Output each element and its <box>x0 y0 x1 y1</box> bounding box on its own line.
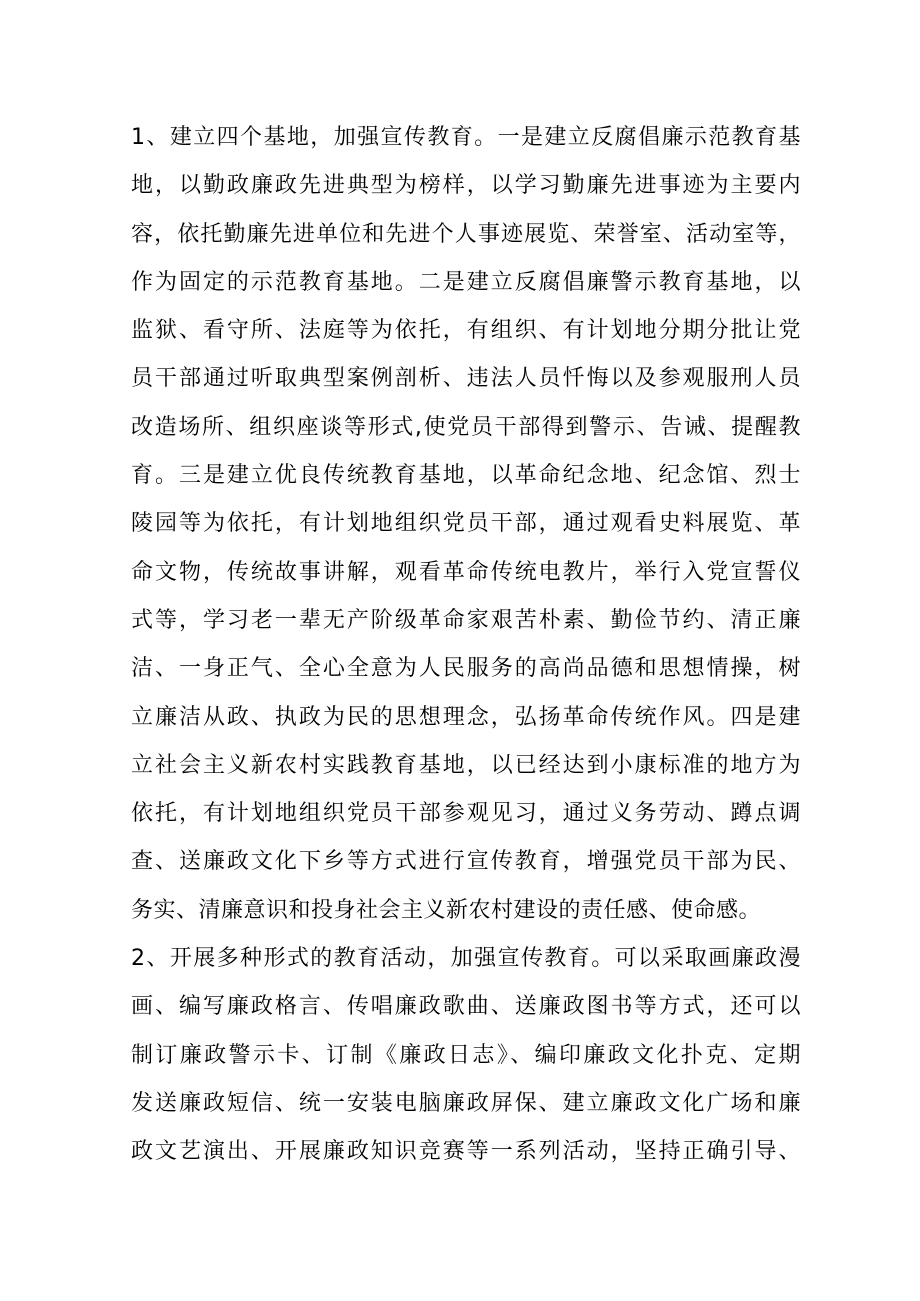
text-line: 立社会主义新农村实践教育基地，以已经达到小康标准的地方为 <box>131 752 801 778</box>
text-line: 发送廉政短信、统一安装电脑廉政屏保、建立廉政文化广场和廉 <box>131 1090 801 1116</box>
text-line: 作为固定的示范教育基地。二是建立反腐倡廉警示教育基地，以 <box>131 269 801 295</box>
text-line: 洁、一身正气、全心全意为人民服务的高尚品德和思想情操，树 <box>131 656 801 682</box>
text-line: 容，依托勤廉先进单位和先进个人事迹展览、荣誉室、活动室等， <box>131 221 801 247</box>
text-line: 育。三是建立优良传统教育基地，以革命纪念地、纪念馆、烈士 <box>131 463 801 489</box>
text-line: 2、开展多种形式的教育活动，加强宣传教育。可以采取画廉政漫 <box>131 946 801 972</box>
text-line: 监狱、看守所、法庭等为依托，有组织、有计划地分期分批让党 <box>131 318 801 344</box>
text-line: 制订廉政警示卡、订制《廉政日志》、编印廉政文化扑克、定期 <box>131 1042 801 1068</box>
body-text <box>131 114 801 1177</box>
text-line: 改造场所、组织座谈等形式,使党员干部得到警示、告诫、提醒教 <box>131 414 801 440</box>
text-line: 画、编写廉政格言、传唱廉政歌曲、送廉政图书等方式，还可以 <box>131 994 801 1020</box>
text-line: 立廉洁从政、执政为民的思想理念，弘扬革命传统作风。四是建 <box>131 704 801 730</box>
text-line: 政文艺演出、开展廉政知识竞赛等一系列活动，坚持正确引导、 <box>131 1139 801 1165</box>
text-line: 查、送廉政文化下乡等方式进行宣传教育，增强党员干部为民、 <box>131 849 801 875</box>
text-line: 地，以勤政廉政先进典型为榜样，以学习勤廉先进事迹为主要内 <box>131 173 801 199</box>
text-line: 务实、清廉意识和投身社会主义新农村建设的责任感、使命感。 <box>131 897 762 923</box>
text-line: 陵园等为依托，有计划地组织党员干部，通过观看史料展览、革 <box>131 511 801 537</box>
text-line: 依托，有计划地组织党员干部参观见习，通过义务劳动、蹲点调 <box>131 801 801 827</box>
text-line: 式等，学习老一辈无产阶级革命家艰苦朴素、勤俭节约、清正廉 <box>131 607 801 633</box>
text-line: 1、建立四个基地，加强宣传教育。一是建立反腐倡廉示范教育基 <box>131 125 801 150</box>
text-line: 员干部通过听取典型案例剖析、违法人员忏悔以及参观服刑人员 <box>131 366 801 392</box>
text-line: 命文物，传统故事讲解，观看革命传统电教片，举行入党宣誓仪 <box>131 559 801 585</box>
